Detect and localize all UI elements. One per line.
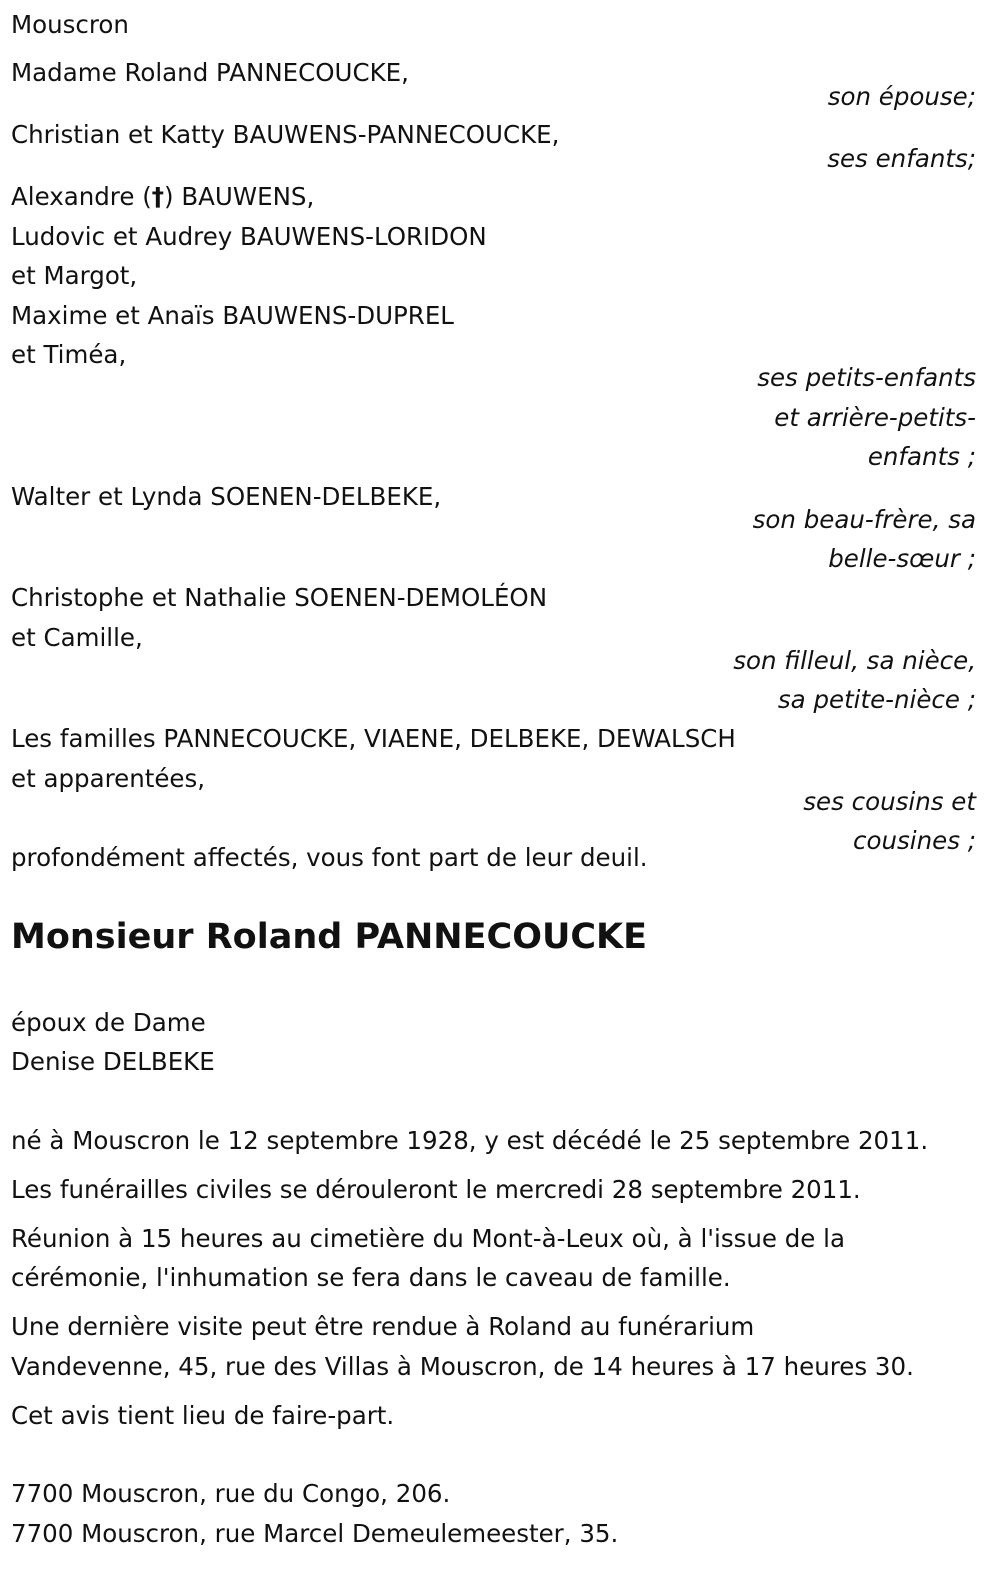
city-heading: Mouscron bbox=[11, 10, 129, 39]
families-line-2: et apparentées, bbox=[11, 764, 206, 793]
birth-death-line: né à Mouscron le 12 septembre 1928, y est décédé le 25 septembre 2011. bbox=[11, 1126, 929, 1155]
in-laws-relation-1: son beau-frère, sa bbox=[752, 505, 976, 534]
grandchild-line-5: et Timéa, bbox=[11, 340, 127, 369]
grandchildren-relation-3: enfants ; bbox=[867, 442, 976, 471]
spouse-relation: son épouse; bbox=[827, 82, 976, 111]
families-line-1: Les familles PANNECOUCKE, VIAENE, DELBEKE, DEWALSCH bbox=[11, 724, 736, 753]
grandchildren-relation-2: et arrière-petits- bbox=[774, 403, 976, 432]
children-relation: ses enfants; bbox=[827, 144, 976, 173]
grandchild-line-4: Maxime et Anaïs BAUWENS-DUPREL bbox=[11, 301, 454, 330]
families-relation-2: cousines ; bbox=[853, 826, 976, 855]
grandchildren-relation-1: ses petits-enfants bbox=[757, 363, 976, 392]
visit-line-1: Une dernière visite peut être rendue à Roland au funérarium bbox=[11, 1312, 755, 1341]
children-name: Christian et Katty BAUWENS-PANNECOUCKE, bbox=[11, 120, 560, 149]
closing-line: profondément affectés, vous font part de leur deuil. bbox=[11, 843, 648, 872]
godchild-line-2: et Camille, bbox=[11, 623, 143, 652]
grandchild-line-2: Ludovic et Audrey BAUWENS-LORIDON bbox=[11, 222, 487, 251]
grandchild-line-3: et Margot, bbox=[11, 261, 138, 290]
in-laws-name: Walter et Lynda SOENEN-DELBEKE, bbox=[11, 482, 442, 511]
deceased-title: Monsieur Roland PANNECOUCKE bbox=[11, 917, 648, 957]
meeting-line-2: cérémonie, l'inhumation se fera dans le caveau de famille. bbox=[11, 1263, 731, 1292]
godchild-relation-1: son filleul, sa nièce, bbox=[733, 646, 976, 675]
in-laws-relation-2: belle-sœur ; bbox=[828, 544, 976, 573]
visit-line-2: Vandevenne, 45, rue des Villas à Mouscron, de 14 heures à 17 heures 30. bbox=[11, 1352, 914, 1381]
address-1: 7700 Mouscron, rue du Congo, 206. bbox=[11, 1479, 451, 1508]
spouse-of-line-2: Denise DELBEKE bbox=[11, 1047, 215, 1076]
meeting-line-1: Réunion à 15 heures au cimetière du Mont-à-Leux où, à l'issue de la bbox=[11, 1224, 845, 1253]
spouse-of-line-1: époux de Dame bbox=[11, 1008, 206, 1037]
grandchild-alexandre-first: Alexandre ( bbox=[11, 182, 152, 211]
cross-icon: † bbox=[151, 182, 165, 211]
funeral-line: Les funérailles civiles se dérouleront le mercredi 28 septembre 2011. bbox=[11, 1175, 861, 1204]
families-relation-1: ses cousins et bbox=[803, 787, 976, 816]
godchild-line-1: Christophe et Nathalie SOENEN-DEMOLÉON bbox=[11, 583, 548, 612]
notice-line: Cet avis tient lieu de faire-part. bbox=[11, 1401, 395, 1430]
grandchild-alexandre-last: ) BAUWENS, bbox=[164, 182, 315, 211]
address-2: 7700 Mouscron, rue Marcel Demeulemeester, 35. bbox=[11, 1519, 619, 1548]
grandchild-alexandre bbox=[11, 177, 314, 217]
godchild-relation-2: sa petite-nièce ; bbox=[777, 685, 976, 714]
spouse-name: Madame Roland PANNECOUCKE, bbox=[11, 58, 409, 87]
